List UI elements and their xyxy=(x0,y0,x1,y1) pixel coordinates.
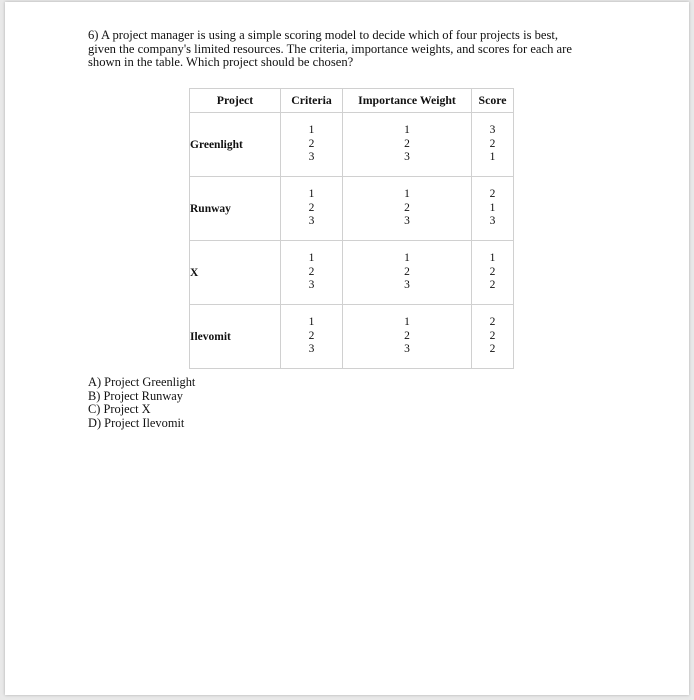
criteria-value: 3 xyxy=(308,343,315,356)
question-line: shown in the table. Which project should be chosen? xyxy=(88,55,354,69)
score-value: 3 xyxy=(489,215,496,228)
weight-value: 1 xyxy=(404,252,410,265)
criteria-value: 2 xyxy=(308,201,315,214)
criteria-value: 1 xyxy=(308,124,315,137)
header-importance-weight: Importance Weight xyxy=(343,89,472,113)
question-line: 6) A project manager is using a simple scoring model to decide which of four projects is best, xyxy=(88,28,559,42)
weight-cell xyxy=(343,113,472,177)
weight-value: 3 xyxy=(404,151,410,164)
criteria-cell xyxy=(281,177,343,241)
score-value: 2 xyxy=(489,279,496,292)
project-name: Greenlight xyxy=(190,113,281,177)
score-cell xyxy=(472,305,514,369)
score-value: 2 xyxy=(489,316,496,329)
criteria-value: 1 xyxy=(308,252,315,265)
table-row xyxy=(190,241,514,305)
project-name: Runway xyxy=(190,177,281,241)
criteria-cell xyxy=(281,305,343,369)
scoring-table xyxy=(189,88,514,369)
weight-value: 2 xyxy=(404,265,410,278)
weight-value: 3 xyxy=(404,279,410,292)
answer-choice-d: D) Project Ilevomit xyxy=(88,415,185,430)
header-project: Project xyxy=(190,89,281,113)
score-value: 1 xyxy=(489,151,496,164)
criteria-value: 1 xyxy=(308,316,315,329)
project-name: Ilevomit xyxy=(190,305,281,369)
score-value: 2 xyxy=(489,137,496,150)
table-row xyxy=(190,305,514,369)
header-score: Score xyxy=(472,89,514,113)
criteria-cell xyxy=(281,241,343,305)
weight-value: 2 xyxy=(404,329,410,342)
question-text xyxy=(88,29,628,70)
criteria-value: 3 xyxy=(308,215,315,228)
criteria-value: 2 xyxy=(308,329,315,342)
score-value: 2 xyxy=(489,329,496,342)
score-value: 2 xyxy=(489,265,496,278)
answer-choices xyxy=(88,376,195,430)
weight-value: 1 xyxy=(404,316,410,329)
weight-value: 2 xyxy=(404,201,410,214)
answer-choice-c: C) Project X xyxy=(88,402,151,417)
score-value: 3 xyxy=(489,124,496,137)
criteria-value: 2 xyxy=(308,137,315,150)
score-value: 1 xyxy=(489,252,496,265)
table-row xyxy=(190,177,514,241)
header-criteria: Criteria xyxy=(281,89,343,113)
question-line: given the company's limited resources. The criteria, importance weights, and scores for each are xyxy=(88,41,572,56)
weight-value: 3 xyxy=(404,215,410,228)
score-value: 1 xyxy=(489,201,496,214)
weight-cell xyxy=(343,177,472,241)
criteria-value: 3 xyxy=(308,151,315,164)
project-name: X xyxy=(190,241,281,305)
table-row xyxy=(190,113,514,177)
criteria-value: 2 xyxy=(308,265,315,278)
document-page xyxy=(5,2,689,695)
weight-cell xyxy=(343,305,472,369)
answer-choice-a: A) Project Greenlight xyxy=(88,375,196,389)
score-value: 2 xyxy=(489,188,496,201)
answer-choice-b: B) Project Runway xyxy=(88,388,183,403)
criteria-value: 3 xyxy=(308,279,315,292)
table-header-row xyxy=(190,89,514,113)
score-cell xyxy=(472,241,514,305)
score-value: 2 xyxy=(489,343,496,356)
score-cell xyxy=(472,177,514,241)
weight-value: 2 xyxy=(404,137,410,150)
weight-value: 1 xyxy=(404,124,410,137)
criteria-cell xyxy=(281,113,343,177)
weight-cell xyxy=(343,241,472,305)
weight-value: 1 xyxy=(404,188,410,201)
score-cell xyxy=(472,113,514,177)
criteria-value: 1 xyxy=(308,188,315,201)
weight-value: 3 xyxy=(404,343,410,356)
